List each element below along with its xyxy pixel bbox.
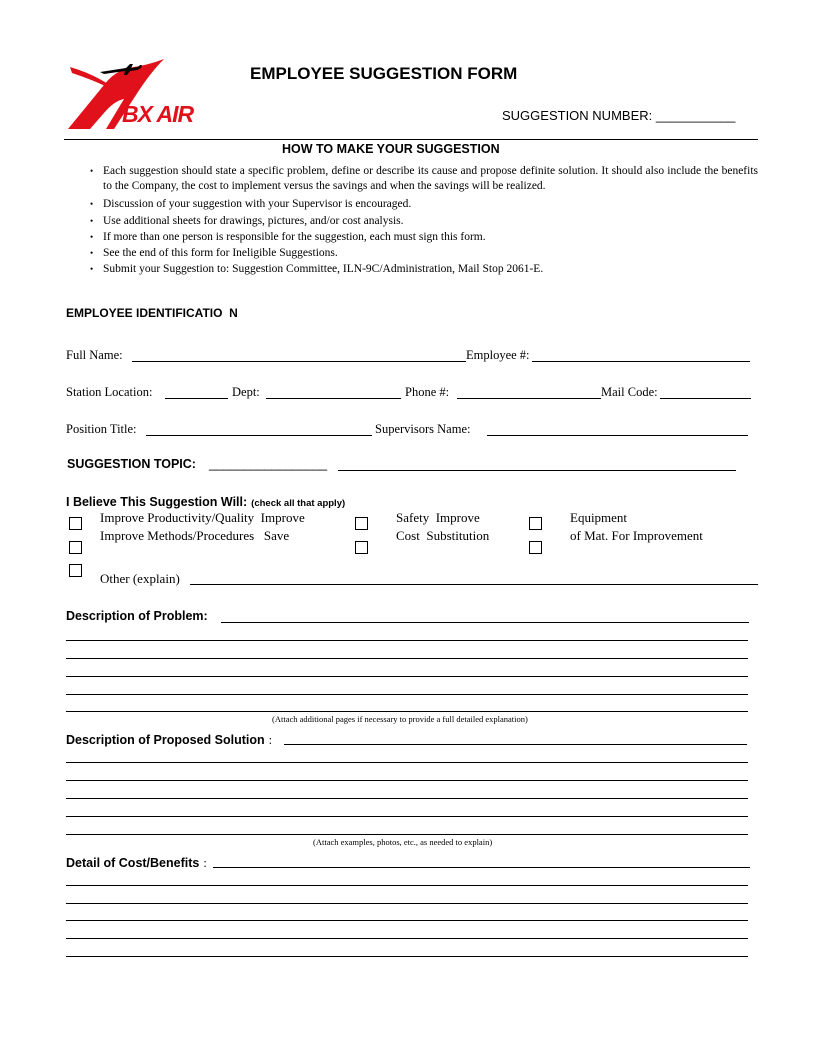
logo-wordmark: BX AIR: [122, 101, 194, 127]
station-location-label: Station Location:: [66, 385, 153, 399]
solution-line[interactable]: [66, 816, 748, 817]
form-title: EMPLOYEE SUGGESTION FORM: [250, 64, 518, 83]
solution-line[interactable]: [66, 834, 748, 835]
believe-hint: (check all that apply): [251, 498, 346, 509]
cost-label: Detail of Cost/Benefits: [66, 856, 200, 870]
cost-line[interactable]: [66, 956, 748, 957]
option-productivity: Improve Productivity/Quality Improve: [100, 510, 305, 525]
instruction-item: • Submit your Suggestion to: Suggestion Committee, ILN-9C/Administration, Mail Stop 2061-E.: [90, 262, 758, 277]
cost-line[interactable]: [66, 920, 748, 921]
full-name-field[interactable]: [132, 361, 466, 362]
employee-number-field[interactable]: [532, 361, 750, 362]
position-title-label: Position Title:: [66, 422, 137, 436]
problem-line[interactable]: [221, 622, 749, 623]
solution-line[interactable]: [66, 762, 748, 763]
abx-air-logo: [64, 55, 214, 133]
option-cost: Cost Substitution: [396, 528, 490, 543]
header-rule: [64, 139, 758, 140]
instructions-list: [90, 164, 758, 277]
option-other: Other (explain): [100, 571, 180, 586]
cost-line[interactable]: [66, 903, 748, 904]
checkbox-safety[interactable]: [355, 517, 368, 530]
position-title-field[interactable]: [146, 435, 372, 436]
instruction-item: • If more than one person is responsible for the suggestion, each must sign this form.: [90, 230, 758, 245]
employee-identification-heading: EMPLOYEE IDENTIFICATIO N: [66, 306, 238, 320]
cost-line[interactable]: [66, 938, 748, 939]
solution-label: Description of Proposed Solution: [66, 733, 265, 747]
solution-note: (Attach examples, photos, etc., as needed to explain): [313, 837, 493, 847]
other-explain-field[interactable]: [190, 584, 758, 585]
dept-label: Dept:: [232, 385, 260, 399]
supervisor-name-field[interactable]: [487, 435, 748, 436]
phone-field[interactable]: [457, 398, 601, 399]
dept-field[interactable]: [266, 398, 401, 399]
instructions-heading: HOW TO MAKE YOUR SUGGESTION: [282, 142, 500, 156]
problem-line[interactable]: [66, 676, 748, 677]
cost-line[interactable]: [213, 867, 750, 868]
instruction-item: • See the end of this form for Ineligible Suggestions.: [90, 246, 758, 261]
employee-number-label: Employee #:: [466, 348, 530, 362]
option-materials: of Mat. For Improvement: [570, 528, 703, 543]
mail-code-field[interactable]: [660, 398, 751, 399]
solution-line[interactable]: [66, 780, 748, 781]
solution-line[interactable]: [284, 744, 747, 745]
solution-colon: :: [268, 733, 273, 747]
cost-line[interactable]: [66, 885, 748, 886]
suggestion-topic-dashes: _________________: [209, 456, 327, 471]
problem-line[interactable]: [66, 658, 748, 659]
phone-label: Phone #:: [405, 385, 450, 399]
believe-heading: [66, 493, 345, 511]
station-location-field[interactable]: [165, 398, 228, 399]
instruction-item: • Each suggestion should state a specific problem, define or describe its cause and propose definite solution. It should also include the benefits to the Company, the cost to implement versus the savings and when the savings will be realized.: [90, 164, 758, 194]
checkbox-materials[interactable]: [529, 541, 542, 554]
option-equipment: Equipment: [570, 510, 628, 525]
solution-heading: [66, 731, 272, 749]
believe-label: I Believe This Suggestion Will:: [66, 495, 248, 509]
cost-colon: :: [203, 856, 207, 870]
checkbox-other[interactable]: [69, 564, 82, 577]
suggestion-topic-field[interactable]: [338, 470, 736, 471]
suggestion-topic-label: SUGGESTION TOPIC:: [67, 457, 196, 471]
option-methods: Improve Methods/Procedures Save: [100, 528, 290, 543]
solution-line[interactable]: [66, 798, 748, 799]
checkbox-methods[interactable]: [69, 541, 82, 554]
problem-line[interactable]: [66, 694, 748, 695]
problem-note: (Attach additional pages if necessary to provide a full detailed explanation): [272, 714, 528, 724]
cost-heading: [66, 854, 207, 872]
problem-line[interactable]: [66, 640, 748, 641]
supervisor-name-label: Supervisors Name:: [375, 422, 471, 436]
mail-code-label: Mail Code:: [601, 385, 658, 399]
option-safety: Safety Improve: [396, 510, 480, 525]
problem-line[interactable]: [66, 711, 748, 712]
instruction-item: • Use additional sheets for drawings, pictures, and/or cost analysis.: [90, 214, 758, 229]
checkbox-cost[interactable]: [355, 541, 368, 554]
checkbox-equipment[interactable]: [529, 517, 542, 530]
problem-label: Description of Problem:: [66, 609, 208, 623]
instruction-item: • Discussion of your suggestion with your Supervisor is encouraged.: [90, 197, 758, 212]
checkbox-productivity[interactable]: [69, 517, 82, 530]
suggestion-number-label: SUGGESTION NUMBER: ___________: [502, 108, 736, 123]
full-name-label: Full Name:: [66, 348, 123, 362]
